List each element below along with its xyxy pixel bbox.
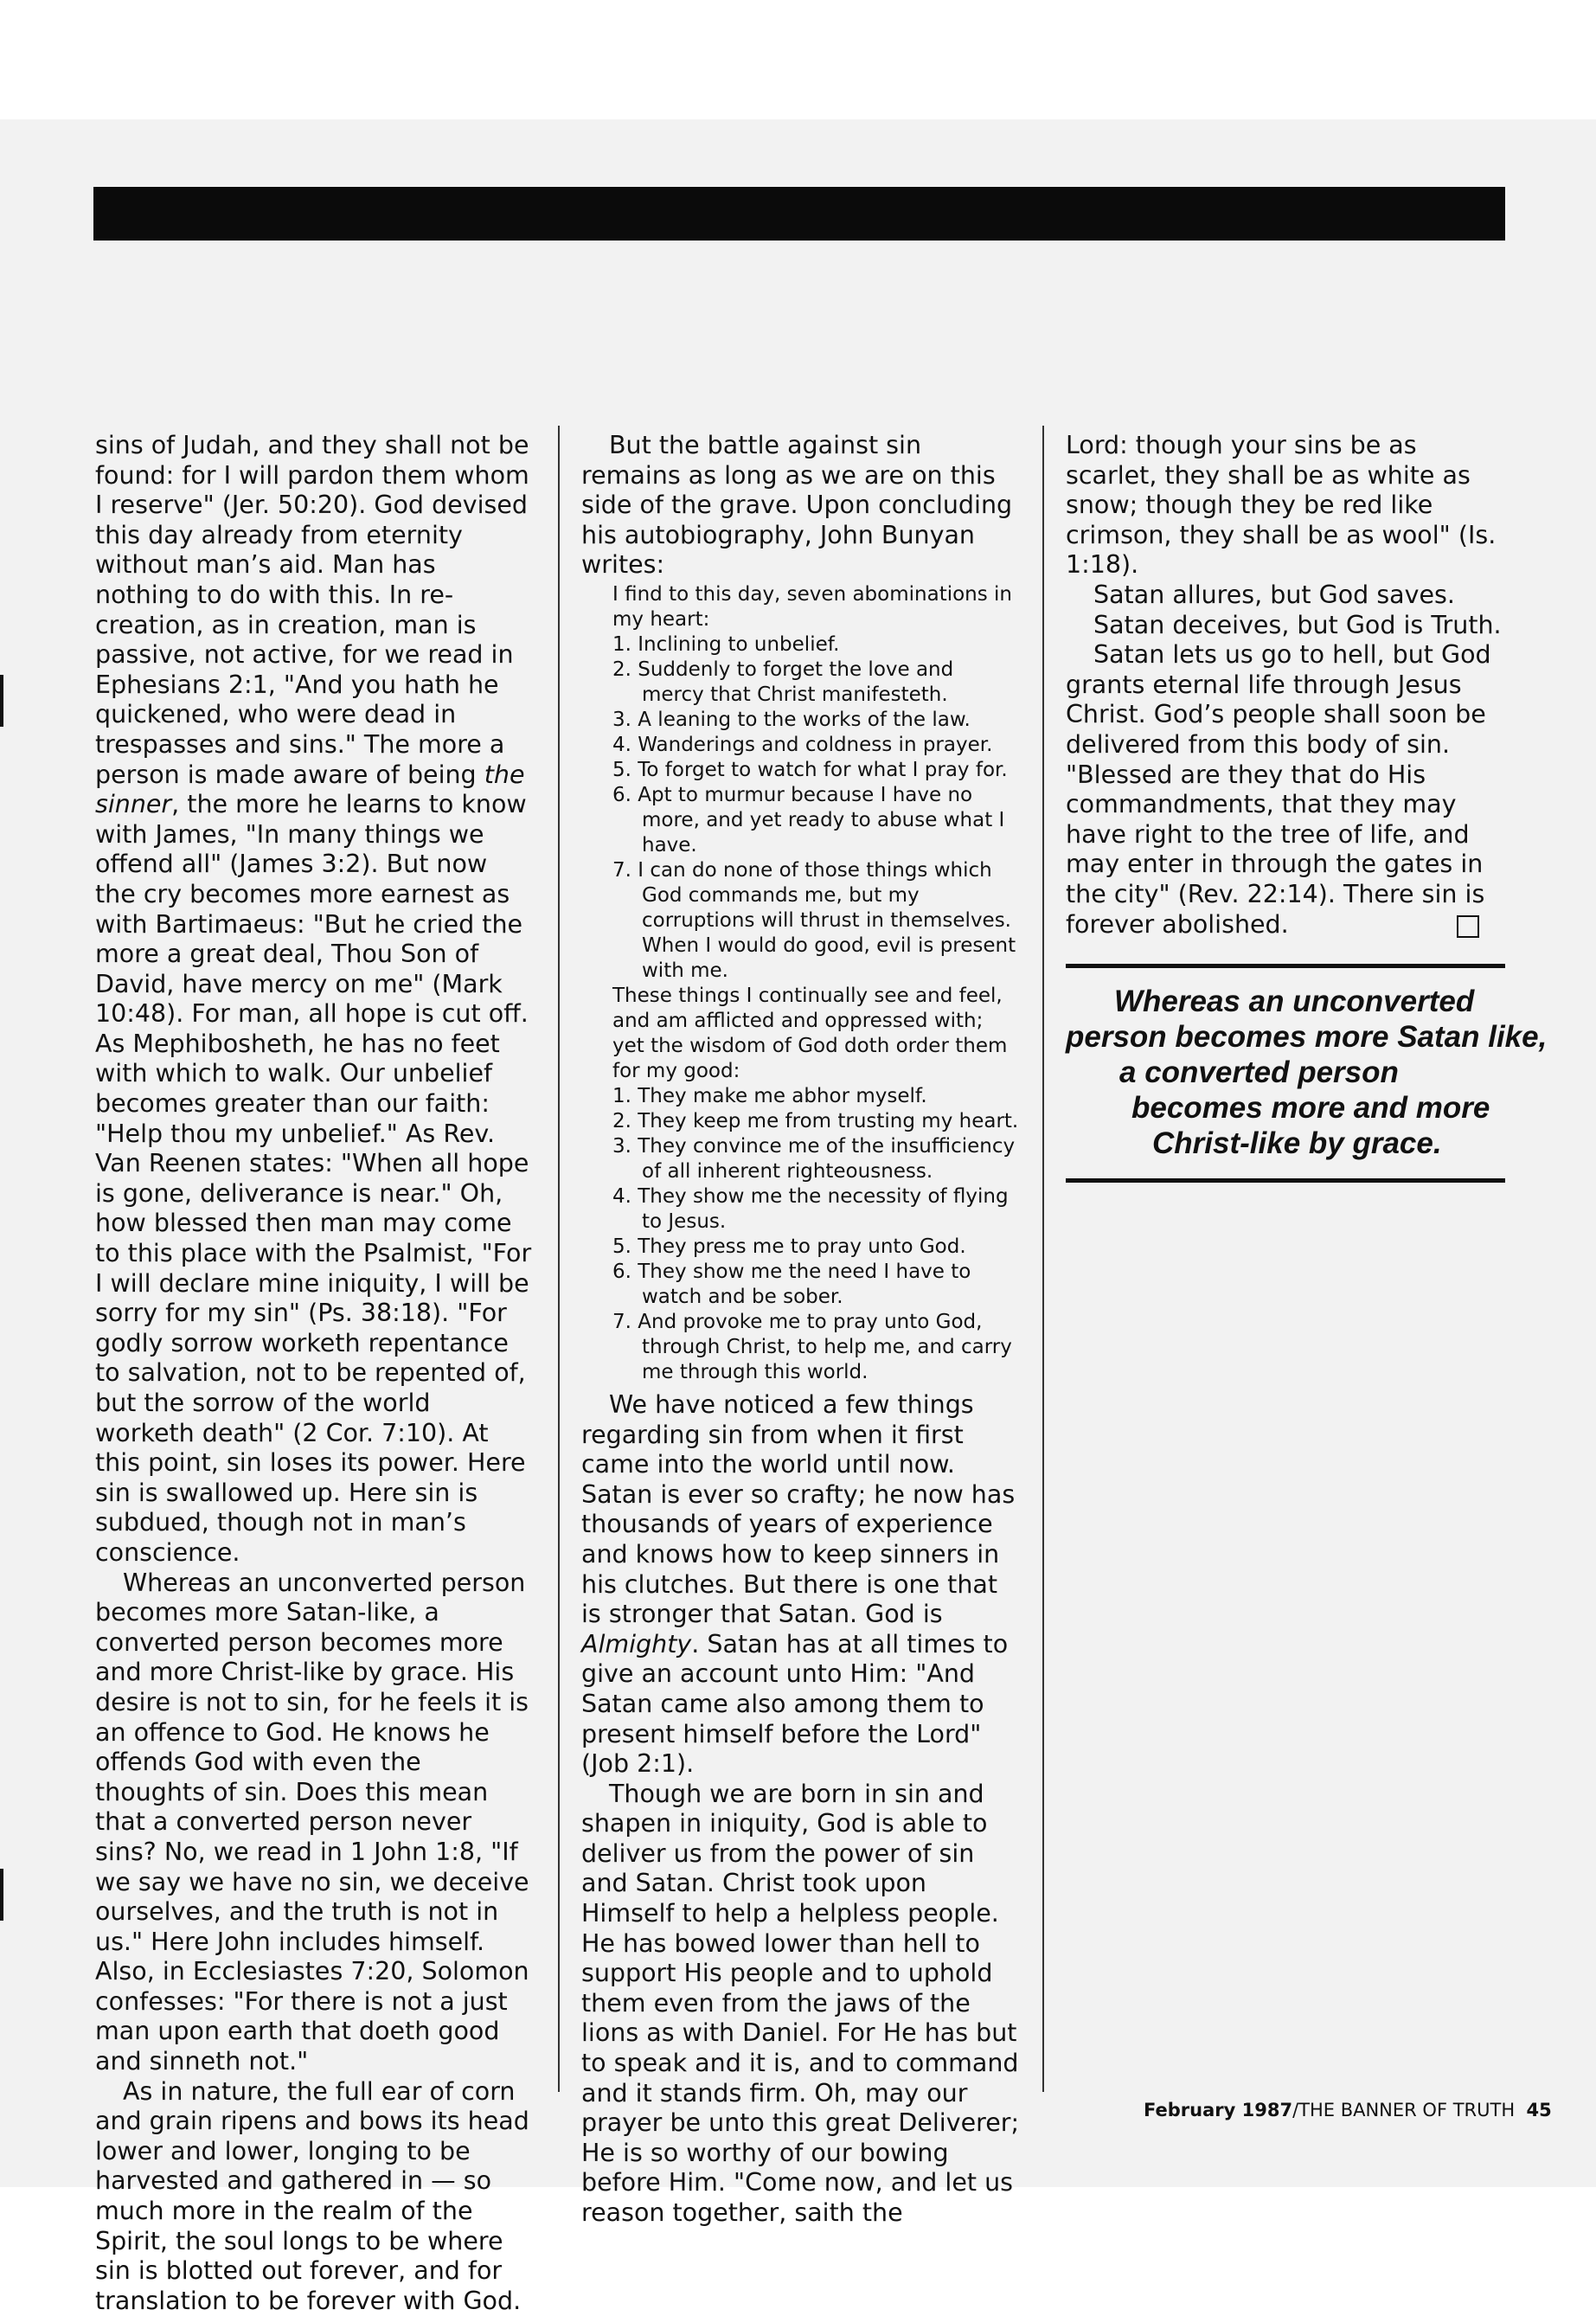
pullquote-line: a converted person <box>1119 1055 1399 1090</box>
emphasis: the sinner <box>95 760 525 819</box>
end-mark-icon <box>1457 915 1479 938</box>
column-divider <box>558 426 560 2092</box>
paragraph: sins of Judah, and they shall not be found: for I will pardon them whom I reserve" (Jer. 50:20). God devised this day already from eternity without man’s aid. Man has nothing to do with this. In re-creation, as in creation, man is passive, not active, for we read in Ephesians 2:1, "And you hath he quickened, who were dead in trespasses and sins." The more a person is made aware of being the sinner, the more he learns to know with James, "In many things we offend all" (James 3:2). But now the cry becomes more earnest as with Bartimaeus: "But he cried the more a great deal, Thou Son of David, have mercy on me" (Mark 10:48). For man, all hope is cut off. As Mephibosheth, he has no feet with which to walk. Our unbelief becomes greater than our faith: "Help thou my unbelief." As Rev. Van Reenen states: "When all hope is gone, deliverance is near." Oh, how blessed then man may come to this place with the Psalmist, "For I will declare mine iniquity, I will be sorry for my sin" (Ps. 38:18). "For godly sorrow worketh repentance to salvation, not to be repented of, but the sorrow of the world worketh death" (2 Cor. 7:10). At this point, sin loses its power. Here sin is swallowed up. Here sin is subdued, though not in man’s conscience. <box>95 431 532 1567</box>
page-footer <box>1144 2099 1552 2121</box>
list-item: 3. They convince me of the insufficiency of all inherent righteousness. <box>612 1134 1016 1183</box>
paragraph: Though we are born in sin and shapen in iniquity, God is able to deliver us from the power of sin and Satan. Christ took upon Himself to help a helpless people. He has bowed lower than hell to support His people and to uphold them even from the jaws of the lions as with Daniel. For He has but to speak and it is, and to command and it stands firm. Oh, may our prayer be unto this great Deliverer; He is so worthy of our bowing before Him. "Come now, and let us reason together, saith the <box>581 1779 1020 2227</box>
paragraph: Satan deceives, but God is Truth. <box>1093 610 1502 639</box>
quote-intro: I find to this day, seven abominations in my heart: <box>612 582 1013 631</box>
column-2 <box>581 431 1021 2229</box>
pullquote-line: Christ-like by grace. <box>1152 1126 1442 1161</box>
paragraph: Satan lets us go to hell, but God grants eternal life through Jesus Christ. God’s people shall soon be delivered from this body of sin. "Blessed are they that do His commandments, that they may have right to the tree of life, and may enter in through the gates in the city" (Rev. 22:14). There sin is forever abolished. <box>1066 640 1491 939</box>
list-item: 2. They keep me from trusting my heart. <box>612 1109 1019 1132</box>
pullquote-line: person becomes more Satan like, <box>1066 1020 1548 1055</box>
list-item: 4. Wanderings and coldness in prayer. <box>612 733 993 756</box>
bunyan-quote <box>612 582 1021 1385</box>
scan-edge-mark <box>0 1869 3 1921</box>
column-1 <box>95 431 535 2316</box>
list-item: 3. A leaning to the works of the law. <box>612 708 971 731</box>
paragraph: But the battle against sin remains as long as we are on this side of the grave. Upon concluding his autobiography, John Bunyan writes: <box>581 431 1013 580</box>
quote-middle: These things I continually see and feel, and am afflicted and oppressed with; yet the wisdom of God doth order them for my good: <box>612 984 1008 1082</box>
publication-name: /THE BANNER OF TRUTH <box>1292 2100 1516 2120</box>
paragraph: Lord: though your sins be as scarlet, they shall be as white as snow; though they be red like crimson, they shall be as wool" (Is. 1:18). <box>1066 431 1497 580</box>
pullquote-line: becomes more and more <box>1131 1091 1490 1126</box>
list-item: 2. Suddenly to forget the love and mercy that Christ manifesteth. <box>612 658 954 706</box>
list-item: 5. They press me to pray unto God. <box>612 1235 966 1258</box>
pullquote-line: Whereas an unconverted <box>1114 985 1475 1019</box>
issue-date: February 1987 <box>1144 2100 1293 2120</box>
pullquote <box>1066 984 1548 1161</box>
list-item: 7. And provoke me to pray unto God, through Christ, to help me, and carry me through this world. <box>612 1310 1012 1383</box>
header-bar <box>93 187 1505 241</box>
pullquote-rule-top <box>1066 964 1505 968</box>
paragraph: As in nature, the full ear of corn and grain ripens and bows its head lower and lower, longing to be harvested and gathered in — so much more in the realm of the Spirit, the soul longs to be where sin is blotted out forever, and for translation to be forever with God. <box>95 2076 529 2315</box>
list-item: 7. I can do none of those things which God commands me, but my corruptions will thrust in themselves. When I would do good, evil is present with me. <box>612 858 1016 982</box>
emphasis: Almighty <box>581 1629 692 1658</box>
column-3 <box>1066 431 1548 1183</box>
list-item: 1. Inclining to unbelief. <box>612 632 840 656</box>
list-item: 1. They make me abhor myself. <box>612 1084 927 1107</box>
column-divider <box>1042 426 1044 2092</box>
paragraph: Satan allures, but God saves. <box>1093 580 1455 609</box>
page-number: 45 <box>1526 2100 1552 2120</box>
list-item: 5. To forget to watch for what I pray for. <box>612 758 1008 781</box>
pullquote-rule-bottom <box>1066 1178 1505 1183</box>
paragraph: We have noticed a few things regarding sin from when it first came into the world until now. Satan is ever so crafty; he now has thousands of years of experience and knows how to keep sinners in his clutches. But there is one that is stronger that Satan. God is Almighty. Satan has at all times to give an account unto Him: "And Satan came also among them to present himself before the Lord" (Job 2:1). <box>581 1389 1016 1779</box>
list-item: 6. Apt to murmur because I have no more, and yet ready to abuse what I have. <box>612 783 1005 856</box>
scan-edge-mark <box>0 675 3 727</box>
list-item: 6. They show me the need I have to watch and be sober. <box>612 1260 971 1308</box>
paragraph: Whereas an unconverted person becomes more Satan-like, a converted person becomes more and more Christ-like by grace. His desire is not to sin, for he feels it is an offence to God. He knows he offends God with even the thoughts of sin. Does this mean that a converted person never sins? No, we read in 1 John 1:8, "If we say we have no sin, we deceive ourselves, and the truth is not in us." Here John includes himself. Also, in Ecclesiastes 7:20, Solomon confesses: "For there is not a just man upon earth that doeth good and sinneth not." <box>95 1568 529 2076</box>
list-item: 4. They show me the necessity of flying to Jesus. <box>612 1184 1009 1233</box>
